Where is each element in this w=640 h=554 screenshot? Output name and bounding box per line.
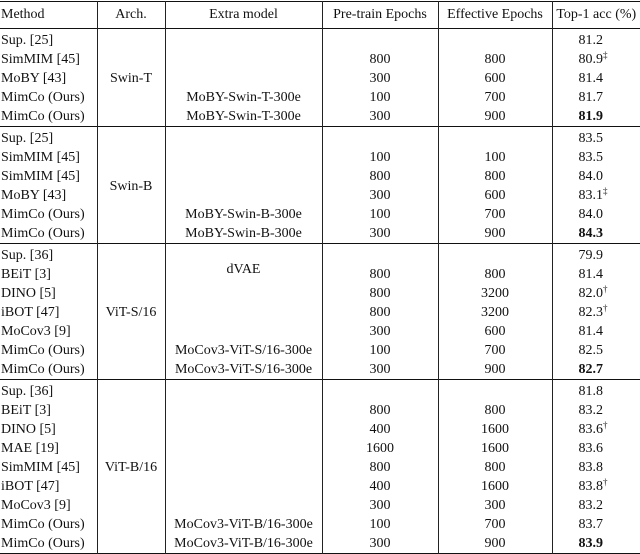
top1-acc-cell	[552, 224, 640, 244]
footnote-mark: †	[603, 420, 608, 430]
table-row	[0, 303, 640, 322]
method-cell: BEiT [3]	[1, 267, 51, 282]
pretrain-epochs-cell: 800	[322, 303, 438, 322]
acc-value: 83.2	[578, 403, 603, 418]
top1-acc-cell	[552, 380, 640, 402]
pretrain-epochs-cell: 300	[322, 360, 438, 380]
top1-acc-cell	[552, 401, 640, 420]
pretrain-epochs-cell: 800	[322, 167, 438, 186]
effective-epochs-cell: 600	[438, 322, 552, 341]
pretrain-epochs-cell	[322, 380, 438, 402]
acc-value: 83.8	[578, 460, 603, 475]
pretrain-epochs-cell: 300	[322, 322, 438, 341]
table-row	[0, 148, 640, 167]
pretrain-epochs-cell	[322, 29, 438, 51]
effective-epochs-cell: 700	[438, 88, 552, 107]
extra-model-cell	[165, 439, 322, 458]
pretrain-epochs-cell: 300	[322, 107, 438, 127]
extra-model-cell	[165, 127, 322, 149]
extra-model-cell	[165, 380, 322, 402]
header-method: Method	[1, 7, 45, 22]
table-row	[0, 380, 640, 402]
header-extra-model: Extra model	[165, 2, 322, 29]
pretrain-epochs-cell: 800	[322, 401, 438, 420]
effective-epochs-cell: 600	[438, 186, 552, 205]
table-row	[0, 496, 640, 515]
method-cell: MimCo (Ours)	[1, 362, 85, 377]
pretrain-epochs-cell: 300	[322, 186, 438, 205]
top1-acc-cell	[552, 127, 640, 149]
effective-epochs-cell: 800	[438, 50, 552, 69]
pretrain-epochs-cell: 800	[322, 458, 438, 477]
acc-value: 81.2	[578, 33, 603, 48]
extra-model-cell: MoCov3-ViT-B/16-300e	[165, 515, 322, 534]
acc-value: 82.7	[578, 362, 603, 377]
top1-acc-cell	[552, 420, 640, 439]
top1-acc-cell	[552, 167, 640, 186]
method-cell: MoBY [43]	[1, 188, 67, 203]
top1-acc-cell	[552, 439, 640, 458]
table-row	[0, 127, 640, 149]
pretrain-epochs-cell: 100	[322, 341, 438, 360]
method-cell: BEiT [3]	[1, 403, 51, 418]
method-cell: MimCo (Ours)	[1, 517, 85, 532]
top1-acc-cell	[552, 107, 640, 127]
effective-epochs-cell: 900	[438, 534, 552, 554]
method-cell: MimCo (Ours)	[1, 343, 85, 358]
extra-model-cell: MoBY-Swin-B-300e	[165, 224, 322, 244]
pretrain-epochs-cell	[322, 127, 438, 149]
table-group	[0, 29, 640, 127]
extra-model-cell	[165, 401, 322, 420]
effective-epochs-cell: 300	[438, 496, 552, 515]
effective-epochs-cell: 700	[438, 515, 552, 534]
effective-epochs-cell: 1600	[438, 477, 552, 496]
extra-model-cell	[165, 284, 322, 303]
acc-value: 81.4	[578, 267, 603, 282]
pretrain-epochs-cell: 400	[322, 477, 438, 496]
table-group	[0, 244, 640, 380]
table-row	[0, 420, 640, 439]
effective-epochs-cell: 900	[438, 224, 552, 244]
effective-epochs-cell: 800	[438, 401, 552, 420]
extra-model-cell	[165, 477, 322, 496]
table-row	[0, 50, 640, 69]
acc-value: 81.4	[578, 324, 603, 339]
method-cell: MimCo (Ours)	[1, 226, 85, 241]
method-cell: Sup. [25]	[1, 131, 54, 146]
extra-model-cell	[165, 496, 322, 515]
top1-acc-cell	[552, 205, 640, 224]
table-row	[0, 107, 640, 127]
method-cell: MimCo (Ours)	[1, 536, 85, 551]
method-cell: iBOT [47]	[1, 305, 60, 320]
extra-model-cell	[165, 148, 322, 167]
acc-value: 80.9	[578, 52, 603, 67]
top1-acc-cell	[552, 50, 640, 69]
table-row	[0, 186, 640, 205]
acc-value: 83.6	[578, 422, 603, 437]
effective-epochs-cell	[438, 380, 552, 402]
method-cell: Sup. [25]	[1, 33, 54, 48]
pretrain-epochs-cell: 400	[322, 420, 438, 439]
footnote-mark: †	[603, 303, 608, 313]
pretrain-epochs-cell: 300	[322, 534, 438, 554]
method-cell: Sup. [36]	[1, 248, 54, 263]
arch-cell: ViT-S/16	[97, 244, 165, 380]
top1-acc-cell	[552, 265, 640, 284]
top1-acc-cell	[552, 496, 640, 515]
acc-value: 81.8	[578, 384, 603, 399]
arch-cell: Swin-B	[97, 127, 165, 244]
top1-acc-cell	[552, 322, 640, 341]
table-group	[0, 380, 640, 554]
footnote-mark: †	[603, 284, 608, 294]
acc-value: 81.9	[578, 109, 603, 124]
table-row	[0, 360, 640, 380]
effective-epochs-cell: 100	[438, 148, 552, 167]
method-cell: MimCo (Ours)	[1, 207, 85, 222]
top1-acc-cell	[552, 360, 640, 380]
method-cell: iBOT [47]	[1, 479, 60, 494]
pretrain-epochs-cell: 100	[322, 148, 438, 167]
effective-epochs-cell	[438, 244, 552, 266]
table-row	[0, 205, 640, 224]
effective-epochs-cell: 800	[438, 167, 552, 186]
table-row	[0, 284, 640, 303]
top1-acc-cell	[552, 303, 640, 322]
comparison-table	[0, 1, 640, 554]
extra-model-cell	[165, 186, 322, 205]
top1-acc-cell	[552, 244, 640, 266]
acc-value: 82.3	[578, 305, 603, 320]
header-top1-acc: Top-1 acc (%)	[552, 2, 640, 29]
pretrain-epochs-cell: 300	[322, 69, 438, 88]
extra-model-cell	[165, 458, 322, 477]
footnote-mark: ‡	[603, 186, 608, 196]
top1-acc-cell	[552, 186, 640, 205]
effective-epochs-cell: 700	[438, 341, 552, 360]
method-cell: SimMIM [45]	[1, 52, 80, 67]
method-cell: SimMIM [45]	[1, 460, 80, 475]
acc-value: 83.5	[578, 131, 603, 146]
method-cell: MoBY [43]	[1, 71, 67, 86]
extra-model-cell	[165, 420, 322, 439]
extra-model-cell: MoCov3-ViT-S/16-300e	[165, 341, 322, 360]
top1-acc-cell	[552, 284, 640, 303]
effective-epochs-cell: 1600	[438, 420, 552, 439]
pretrain-epochs-cell: 100	[322, 88, 438, 107]
acc-value: 82.5	[578, 343, 603, 358]
method-cell: SimMIM [45]	[1, 150, 80, 165]
table-row	[0, 88, 640, 107]
top1-acc-cell	[552, 29, 640, 51]
header-effective-epochs: Effective Epochs	[438, 2, 552, 29]
effective-epochs-cell: 700	[438, 205, 552, 224]
extra-model-cell: dVAE	[165, 265, 322, 284]
acc-value: 84.0	[578, 207, 603, 222]
arch-cell: Swin-T	[97, 29, 165, 127]
table-row	[0, 224, 640, 244]
effective-epochs-cell: 900	[438, 107, 552, 127]
pretrain-epochs-cell: 100	[322, 515, 438, 534]
effective-epochs-cell: 600	[438, 69, 552, 88]
method-cell: MAE [19]	[1, 441, 59, 456]
table-row	[0, 69, 640, 88]
method-cell: MoCov3 [9]	[1, 498, 71, 513]
pretrain-epochs-cell	[322, 244, 438, 266]
table-row	[0, 29, 640, 51]
method-cell: DINO [5]	[1, 422, 56, 437]
method-cell: Sup. [36]	[1, 384, 54, 399]
top1-acc-cell	[552, 458, 640, 477]
pretrain-epochs-cell: 100	[322, 205, 438, 224]
effective-epochs-cell: 800	[438, 458, 552, 477]
header-pretrain-epochs: Pre-train Epochs	[322, 2, 438, 29]
acc-value: 83.5	[578, 150, 603, 165]
acc-value: 81.7	[578, 90, 603, 105]
top1-acc-cell	[552, 69, 640, 88]
table-row	[0, 458, 640, 477]
extra-model-cell	[165, 50, 322, 69]
extra-model-cell: MoBY-Swin-B-300e	[165, 205, 322, 224]
acc-value: 83.1	[578, 188, 603, 203]
effective-epochs-cell: 1600	[438, 439, 552, 458]
pretrain-epochs-cell: 1600	[322, 439, 438, 458]
method-cell: DINO [5]	[1, 286, 56, 301]
table-row	[0, 322, 640, 341]
table-header	[0, 2, 640, 29]
top1-acc-cell	[552, 534, 640, 554]
table-row	[0, 265, 640, 284]
header-arch: Arch.	[97, 2, 165, 29]
table-row	[0, 439, 640, 458]
table-row	[0, 401, 640, 420]
table-row	[0, 534, 640, 554]
table-row	[0, 341, 640, 360]
effective-epochs-cell: 900	[438, 360, 552, 380]
extra-model-cell	[165, 69, 322, 88]
acc-value: 83.7	[578, 517, 603, 532]
method-cell: MoCov3 [9]	[1, 324, 71, 339]
pretrain-epochs-cell: 300	[322, 224, 438, 244]
pretrain-epochs-cell: 300	[322, 496, 438, 515]
acc-value: 84.0	[578, 169, 603, 184]
acc-value: 79.9	[578, 248, 603, 263]
extra-model-cell	[165, 303, 322, 322]
top1-acc-cell	[552, 88, 640, 107]
method-cell: SimMIM [45]	[1, 169, 80, 184]
extra-model-cell: MoCov3-ViT-S/16-300e	[165, 360, 322, 380]
extra-model-cell	[165, 167, 322, 186]
effective-epochs-cell	[438, 29, 552, 51]
extra-model-cell: MoBY-Swin-T-300e	[165, 88, 322, 107]
top1-acc-cell	[552, 477, 640, 496]
table-row	[0, 515, 640, 534]
table-row	[0, 477, 640, 496]
table-row	[0, 244, 640, 266]
top1-acc-cell	[552, 148, 640, 167]
effective-epochs-cell: 800	[438, 265, 552, 284]
table-group	[0, 127, 640, 244]
acc-value: 83.6	[578, 441, 603, 456]
method-cell: MimCo (Ours)	[1, 90, 85, 105]
footnote-mark: ‡	[603, 50, 608, 60]
method-cell: MimCo (Ours)	[1, 109, 85, 124]
acc-value: 81.4	[578, 71, 603, 86]
footnote-mark: †	[603, 477, 608, 487]
extra-model-cell	[165, 29, 322, 51]
acc-value: 82.0	[578, 286, 603, 301]
pretrain-epochs-cell: 800	[322, 50, 438, 69]
acc-value: 84.3	[578, 226, 603, 241]
effective-epochs-cell: 3200	[438, 284, 552, 303]
effective-epochs-cell	[438, 127, 552, 149]
acc-value: 83.8	[578, 479, 603, 494]
extra-model-cell: MoBY-Swin-T-300e	[165, 107, 322, 127]
effective-epochs-cell: 3200	[438, 303, 552, 322]
top1-acc-cell	[552, 515, 640, 534]
table-row	[0, 167, 640, 186]
acc-value: 83.9	[578, 536, 603, 551]
pretrain-epochs-cell: 800	[322, 284, 438, 303]
pretrain-epochs-cell: 800	[322, 265, 438, 284]
top1-acc-cell	[552, 341, 640, 360]
acc-value: 83.2	[578, 498, 603, 513]
extra-model-cell	[165, 322, 322, 341]
extra-model-cell: MoCov3-ViT-B/16-300e	[165, 534, 322, 554]
arch-cell: ViT-B/16	[97, 380, 165, 554]
